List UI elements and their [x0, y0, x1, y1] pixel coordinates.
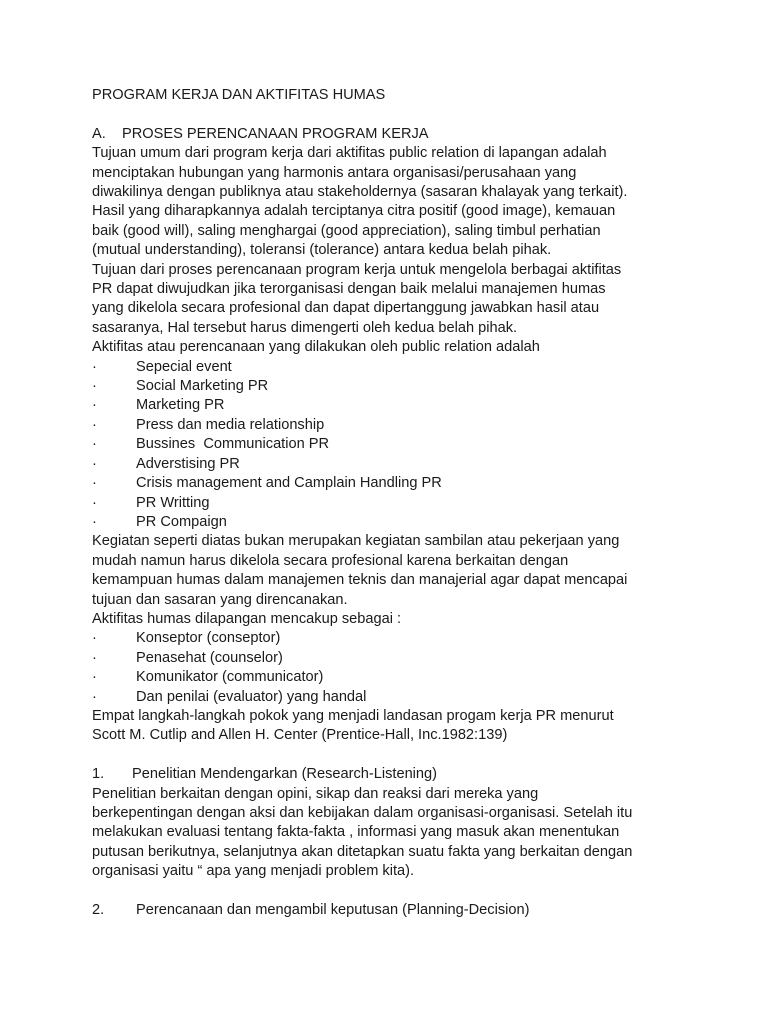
list-item-label: Press dan media relationship: [136, 416, 325, 433]
bullet-icon: ·: [92, 513, 97, 530]
list-item-label: Adverstising PR: [136, 455, 240, 472]
bullet-icon: ·: [92, 397, 97, 414]
list-item: [92, 513, 692, 532]
step-1-number: 1.: [92, 766, 105, 783]
bullet-icon: ·: [92, 475, 97, 492]
bullet-icon: ·: [92, 494, 97, 511]
list-item-label: Penasehat (counselor): [136, 649, 283, 666]
paragraph-line: berkepentingan dengan aksi dan kebijakan dalam organisasi-organisasi. Setelah itu: [92, 805, 633, 821]
list-item-label: PR Compaign: [136, 513, 227, 530]
section-a-marker: A.: [92, 125, 106, 142]
bullet-icon: ·: [92, 455, 97, 472]
list-item: [92, 668, 692, 687]
step-2-heading: [92, 901, 692, 920]
paragraph-line: Kegiatan seperti diatas bukan merupakan kegiatan sambilan atau pekerjaan yang: [92, 533, 620, 550]
list-item: [92, 416, 692, 435]
paragraph-2: [92, 532, 692, 629]
bullet-icon: ·: [92, 630, 97, 647]
activities-list: [92, 358, 692, 533]
paragraph-line: Aktifitas humas dilapangan mencakup sebagai :: [92, 610, 402, 627]
bullet-icon: ·: [92, 378, 97, 395]
paragraph-line: organisasi yaitu “ apa yang menjadi problem kita).: [92, 863, 415, 880]
step-1-title: Penelitian Mendengarkan (Research-Listening): [132, 766, 438, 783]
spacer: [92, 105, 692, 124]
spacer: [92, 746, 692, 765]
paragraph-line: tujuan dan sasaran yang direncanakan.: [92, 591, 348, 608]
list-item: [92, 377, 692, 396]
list-item: [92, 494, 692, 513]
paragraph-line: (mutual understanding), toleransi (tolerance) antara kedua belah pihak.: [92, 242, 552, 259]
list-item: [92, 435, 692, 454]
paragraph-line: diwakilinya dengan publiknya atau stakeholdernya (sasaran khalayak yang terkait).: [92, 184, 628, 201]
list-item-label: Marketing PR: [136, 397, 225, 414]
list-item: [92, 629, 692, 648]
step-1-heading: [92, 765, 692, 784]
list-item: [92, 358, 692, 377]
bullet-icon: ·: [92, 669, 97, 686]
list-item-label: PR Writting: [136, 494, 210, 511]
list-item-label: Konseptor (conseptor): [136, 630, 281, 647]
document-title: PROGRAM KERJA DAN AKTIFITAS HUMAS: [92, 87, 386, 103]
roles-list: [92, 629, 692, 707]
paragraph-line: Aktifitas atau perencanaan yang dilakukan oleh public relation adalah: [92, 339, 540, 356]
paragraph-line: menciptakan hubungan yang harmonis antara organisasi/perusahaan yang: [92, 164, 577, 181]
step-1-body: [92, 785, 692, 882]
list-item-label: Dan penilai (evaluator) yang handal: [136, 688, 367, 705]
section-a-heading: [92, 125, 692, 144]
list-item-label: Crisis management and Camplain Handling PR: [136, 475, 442, 492]
bullet-icon: ·: [92, 436, 97, 453]
list-item-label: Komunikator (communicator): [136, 669, 324, 686]
paragraph-line: mudah namun harus dikelola secara profesional karena berkaitan dengan: [92, 552, 569, 569]
paragraph-3: [92, 707, 692, 746]
paragraph-line: kemampuan humas dalam manajemen teknis dan manajerial agar dapat mencapai: [92, 572, 628, 589]
paragraph-line: Penelitian berkaitan dengan opini, sikap dan reaksi dari mereka yang: [92, 785, 539, 802]
list-item: [92, 455, 692, 474]
list-item-label: Sepecial event: [136, 358, 232, 375]
bullet-icon: ·: [92, 688, 97, 705]
paragraph-line: baik (good will), saling menghargai (good appreciation), saling timbul perhatian: [92, 222, 601, 239]
paragraph-line: melakukan evaluasi tentang fakta-fakta , informasi yang masuk akan menentukan: [92, 824, 620, 841]
list-item: [92, 649, 692, 668]
section-a-title: PROSES PERENCANAAN PROGRAM KERJA: [122, 125, 429, 142]
paragraph-line: Tujuan umum dari program kerja dari aktifitas public relation di lapangan adalah: [92, 145, 607, 162]
paragraph-line: Empat langkah-langkah pokok yang menjadi landasan progam kerja PR menurut: [92, 707, 614, 724]
spacer: [92, 882, 692, 901]
list-item-label: Social Marketing PR: [136, 378, 269, 395]
step-2-number: 2.: [92, 902, 105, 919]
list-item-label: Bussines Communication PR: [136, 436, 330, 453]
paragraph-line: Hasil yang diharapkannya adalah terciptanya citra positif (good image), kemauan: [92, 203, 616, 220]
paragraph-line: Scott M. Cutlip and Allen H. Center (Prentice-Hall, Inc.1982:139): [92, 727, 508, 744]
bullet-icon: ·: [92, 358, 97, 375]
list-item: [92, 396, 692, 415]
paragraph-line: Tujuan dari proses perencanaan program kerja untuk mengelola berbagai aktifitas: [92, 261, 622, 278]
paragraph-1: [92, 144, 692, 357]
bullet-icon: ·: [92, 416, 97, 433]
paragraph-line: PR dapat diwujudkan jika terorganisasi dengan baik melalui manajemen humas: [92, 281, 606, 298]
document-page: [92, 86, 692, 920]
bullet-icon: ·: [92, 649, 97, 666]
paragraph-line: putusan berikutnya, selanjutnya akan ditetapkan suatu fakta yang berkaitan dengan: [92, 843, 633, 860]
step-2-title: Perencanaan dan mengambil keputusan (Planning-Decision): [136, 902, 530, 919]
list-item: [92, 474, 692, 493]
paragraph-line: yang dikelola secara profesional dan dapat dipertanggung jawabkan hasil atau: [92, 300, 600, 317]
paragraph-line: sasaranya, Hal tersebut harus dimengerti oleh kedua belah pihak.: [92, 319, 518, 336]
list-item: [92, 688, 692, 707]
